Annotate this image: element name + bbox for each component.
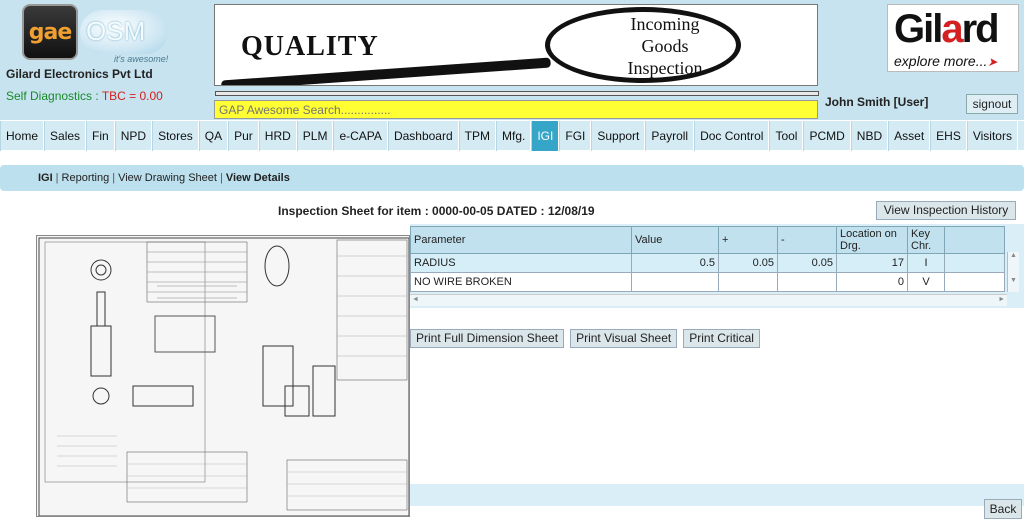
nav-item-mfg[interactable]: Mfg. (496, 121, 531, 151)
breadcrumb-igi[interactable]: IGI (38, 172, 53, 184)
breadcrumb-bar (0, 165, 1024, 191)
osm-logo (80, 6, 170, 56)
scroll-down-icon[interactable]: ▼ (1010, 277, 1017, 284)
cell-parameter[interactable]: NO WIRE BROKEN (411, 273, 632, 292)
gae-logo (22, 4, 78, 60)
nav-item-plm[interactable]: PLM (297, 121, 334, 151)
gilard-tagline-text: explore more... (894, 53, 988, 69)
nav-item-ehs[interactable]: EHS (930, 121, 967, 151)
cell-plus[interactable]: 0.05 (719, 254, 778, 273)
cell-location[interactable]: 17 (837, 254, 908, 273)
nav-item-pur[interactable]: Pur (228, 121, 259, 151)
breadcrumb-view-details[interactable]: View Details (225, 172, 290, 184)
nav-item-tpm[interactable]: TPM (459, 121, 496, 151)
cell-key-chr[interactable]: I (908, 254, 945, 273)
nav-item-doc-control[interactable]: Doc Control (694, 121, 769, 151)
engineering-drawing-image (36, 235, 410, 517)
gilard-tagline (894, 53, 997, 69)
cell-key-chr[interactable]: V (908, 273, 945, 292)
nav-item-asset[interactable]: Asset (888, 121, 930, 151)
breadcrumb-reporting[interactable]: Reporting (61, 172, 110, 184)
gilard-wordmark-c: rd (961, 7, 998, 51)
nav-item-tool[interactable]: Tool (769, 121, 803, 151)
cell-location[interactable]: 0 (837, 273, 908, 292)
tbc-value: TBC = 0.00 (101, 89, 163, 103)
tagline: it's awesome! (114, 54, 169, 64)
user-name: John Smith [User] (825, 95, 929, 109)
column-header-plus[interactable]: + (719, 227, 778, 254)
cell-plus[interactable] (719, 273, 778, 292)
self-diagnostics (6, 89, 163, 103)
banner-quality-text: QUALITY (241, 31, 379, 62)
gilard-wordmark-a: Gil (894, 7, 942, 51)
print-critical-button[interactable]: Print Critical (683, 329, 760, 348)
breadcrumb-separator: | (219, 172, 223, 184)
print-full-dimension-sheet-button[interactable]: Print Full Dimension Sheet (410, 329, 564, 348)
column-header-filler (945, 227, 1005, 254)
gilard-logo (887, 4, 1019, 72)
nav-item-e-capa[interactable]: e-CAPA (333, 121, 387, 151)
column-header-parameter[interactable]: Parameter (411, 227, 632, 254)
banner-line-2: Goods (641, 36, 689, 56)
nav-item-fin[interactable]: Fin (86, 121, 115, 151)
signout-button[interactable]: signout (966, 94, 1018, 114)
column-header-key-chr[interactable]: Key Chr. (908, 227, 945, 254)
view-inspection-history-button[interactable]: View Inspection History (876, 201, 1016, 220)
cell-parameter[interactable]: RADIUS (411, 254, 632, 273)
scroll-left-icon[interactable]: ◄ (412, 296, 419, 303)
scroll-up-icon[interactable]: ▲ (1010, 252, 1017, 259)
nav-item-stores[interactable]: Stores (152, 121, 199, 151)
nav-item-npd[interactable]: NPD (115, 121, 152, 151)
column-header-value[interactable]: Value (632, 227, 719, 254)
quality-banner (214, 4, 818, 86)
cell-value[interactable]: 0.5 (632, 254, 719, 273)
osm-logo-text: OSM (86, 16, 146, 46)
nav-item-igi[interactable]: IGI (531, 121, 559, 151)
grid-footer-bar (410, 484, 1024, 500)
parameter-grid-panel (410, 224, 1024, 506)
nav-item-visitors[interactable]: Visitors (967, 121, 1018, 151)
column-header-minus[interactable]: - (778, 227, 837, 254)
main-nav (0, 120, 1024, 150)
table-row[interactable] (411, 254, 1005, 273)
breadcrumb-separator: | (55, 172, 59, 184)
company-name: Gilard Electronics Pvt Ltd (6, 67, 153, 81)
cell-minus[interactable]: 0.05 (778, 254, 837, 273)
gae-logo-text: gae (28, 19, 72, 45)
drawing-sketch (37, 236, 410, 517)
print-visual-sheet-button[interactable]: Print Visual Sheet (570, 329, 677, 348)
nav-item-payroll[interactable]: Payroll (645, 121, 694, 151)
banner-line-3: Inspection (627, 58, 703, 78)
horizontal-scrollbar[interactable] (410, 294, 1007, 306)
nav-item-sales[interactable]: Sales (44, 121, 86, 151)
cell-filler (945, 254, 1005, 273)
print-buttons (410, 329, 760, 348)
nav-item-pcmd[interactable]: PCMD (803, 121, 850, 151)
gilard-wordmark (894, 7, 998, 52)
table-row[interactable] (411, 273, 1005, 292)
nav-item-support[interactable]: Support (591, 121, 645, 151)
parameter-table (410, 226, 1005, 292)
nav-item-qa[interactable]: QA (199, 121, 228, 151)
vertical-scrollbar[interactable] (1007, 252, 1019, 292)
cell-value[interactable] (632, 273, 719, 292)
breadcrumb-view-drawing-sheet[interactable]: View Drawing Sheet (118, 172, 217, 184)
header (0, 0, 1024, 120)
gilard-wordmark-b: a (941, 7, 962, 51)
cell-filler (945, 273, 1005, 292)
nav-item-home[interactable]: Home (0, 121, 44, 151)
banner-line-1: Incoming (630, 14, 700, 34)
self-diagnostics-label: Self Diagnostics : (6, 89, 102, 103)
back-button[interactable]: Back (984, 499, 1022, 519)
breadcrumb (38, 172, 290, 184)
inspection-sheet-title: Inspection Sheet for item : 0000-00-05 DATED : 12/08/19 (278, 204, 595, 218)
nav-item-nbd[interactable]: NBD (851, 121, 888, 151)
scroll-right-icon[interactable]: ► (998, 296, 1005, 303)
banner-subtitle (585, 13, 745, 79)
nav-item-hrd[interactable]: HRD (259, 121, 297, 151)
nav-item-dashboard[interactable]: Dashboard (388, 121, 459, 151)
cell-minus[interactable] (778, 273, 837, 292)
progress-bar (215, 91, 819, 96)
column-header-location[interactable]: Location on Drg. (837, 227, 908, 254)
breadcrumb-separator: | (112, 172, 116, 184)
arrow-right-icon: ➤ (987, 55, 998, 69)
nav-item-fgi[interactable]: FGI (559, 121, 591, 151)
search-input[interactable] (214, 100, 818, 119)
